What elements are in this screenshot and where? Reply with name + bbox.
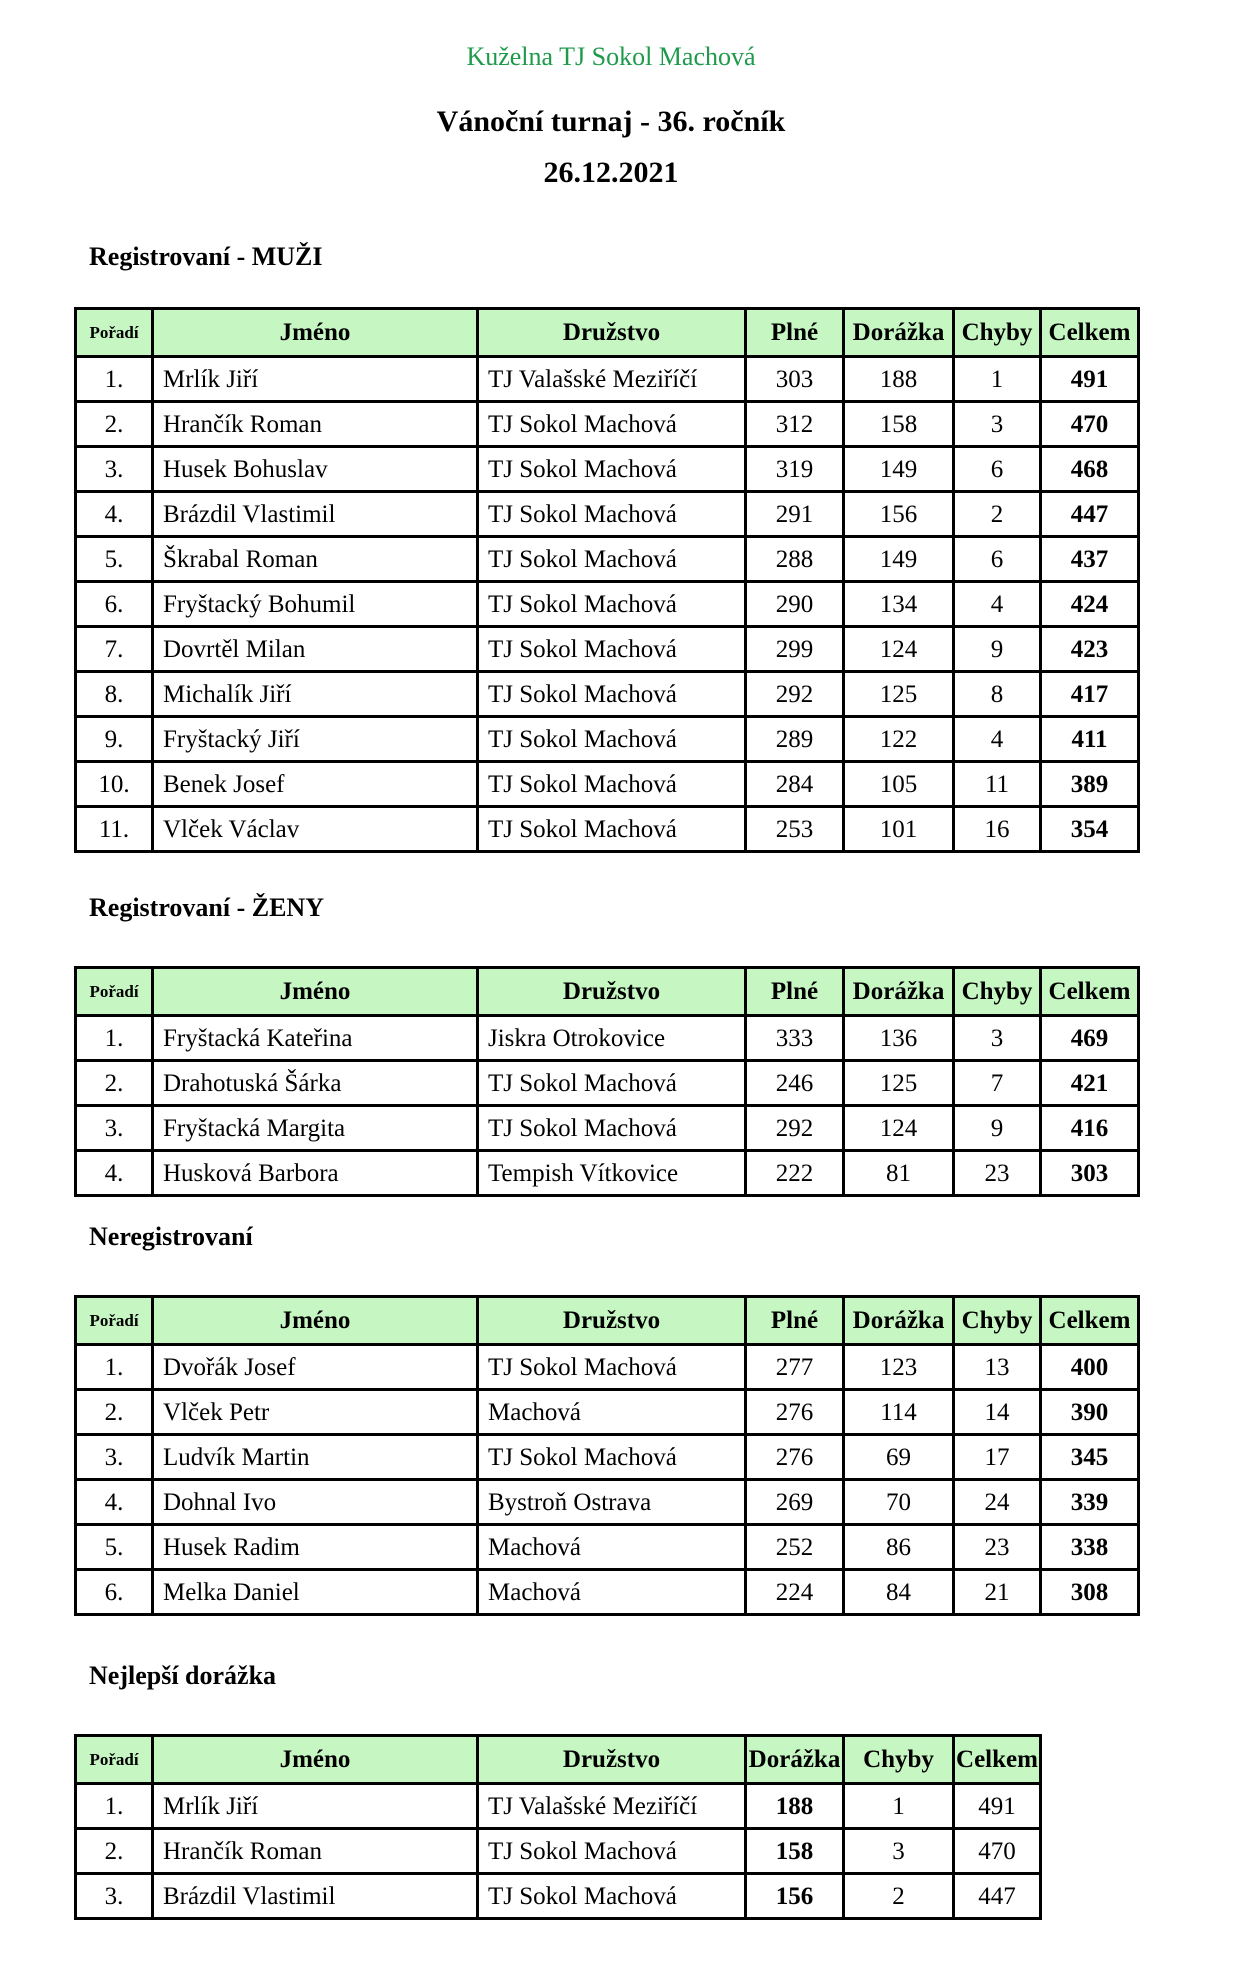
cell-clear: 105 xyxy=(844,762,954,807)
header-clear: Dorážka xyxy=(844,309,954,357)
cell-total: 345 xyxy=(1041,1435,1139,1480)
tournament-date: 26.12.2021 xyxy=(543,156,679,189)
cell-rank: 2. xyxy=(76,402,153,447)
table-row xyxy=(76,1435,1139,1480)
cell-rank: 7. xyxy=(76,627,153,672)
cell-name: Hrančík Roman xyxy=(153,402,478,447)
results-table-best-clear xyxy=(74,1734,1042,1920)
cell-rank: 3. xyxy=(76,1874,153,1919)
cell-errors: 23 xyxy=(954,1525,1041,1570)
header-errors: Chyby xyxy=(954,1297,1041,1345)
header-rank: Pořadí xyxy=(76,309,153,357)
cell-rank: 2. xyxy=(76,1390,153,1435)
results-table-men xyxy=(74,307,1140,853)
table-row xyxy=(76,1061,1139,1106)
cell-full: 292 xyxy=(746,672,844,717)
header-clear: Dorážka xyxy=(844,968,954,1016)
table-row xyxy=(76,1016,1139,1061)
cell-name: Brázdil Vlastimil xyxy=(153,1874,478,1919)
cell-rank: 4. xyxy=(76,492,153,537)
cell-team: TJ Sokol Machová xyxy=(478,1106,746,1151)
header-errors: Chyby xyxy=(954,309,1041,357)
table-row xyxy=(76,672,1139,717)
cell-full: 222 xyxy=(746,1151,844,1196)
cell-team: TJ Sokol Machová xyxy=(478,1829,746,1874)
cell-errors: 8 xyxy=(954,672,1041,717)
cell-total: 390 xyxy=(1041,1390,1139,1435)
cell-total: 437 xyxy=(1041,537,1139,582)
tournament-title: Vánoční turnaj - 36. ročník xyxy=(436,105,786,138)
table-row xyxy=(76,537,1139,582)
header-full: Plné xyxy=(746,968,844,1016)
cell-total: 491 xyxy=(954,1784,1041,1829)
cell-full: 319 xyxy=(746,447,844,492)
header-team: Družstvo xyxy=(478,309,746,357)
cell-team: TJ Sokol Machová xyxy=(478,672,746,717)
cell-team: TJ Sokol Machová xyxy=(478,762,746,807)
cell-clear: 86 xyxy=(844,1525,954,1570)
cell-team: TJ Sokol Machová xyxy=(478,537,746,582)
cell-team: TJ Sokol Machová xyxy=(478,582,746,627)
cell-clear: 134 xyxy=(844,582,954,627)
cell-rank: 10. xyxy=(76,762,153,807)
cell-full: 253 xyxy=(746,807,844,852)
cell-clear: 84 xyxy=(844,1570,954,1615)
header-name: Jméno xyxy=(153,1297,478,1345)
cell-rank: 2. xyxy=(76,1829,153,1874)
cell-name: Fryštacký Bohumil xyxy=(153,582,478,627)
cell-name: Mrlík Jiří xyxy=(153,1784,478,1829)
cell-full: 269 xyxy=(746,1480,844,1525)
cell-name: Škrabal Roman xyxy=(153,537,478,582)
cell-full: 276 xyxy=(746,1390,844,1435)
cell-name: Husková Barbora xyxy=(153,1151,478,1196)
header-errors: Chyby xyxy=(954,968,1041,1016)
cell-clear: 124 xyxy=(844,1106,954,1151)
cell-rank: 4. xyxy=(76,1480,153,1525)
cell-clear: 136 xyxy=(844,1016,954,1061)
cell-name: Dvořák Josef xyxy=(153,1345,478,1390)
cell-full: 276 xyxy=(746,1435,844,1480)
cell-name: Fryštacká Kateřina xyxy=(153,1016,478,1061)
table-row xyxy=(76,582,1139,627)
cell-rank: 2. xyxy=(76,1061,153,1106)
header-rank: Pořadí xyxy=(76,1736,153,1784)
cell-rank: 1. xyxy=(76,1016,153,1061)
cell-errors: 3 xyxy=(954,1016,1041,1061)
table-row xyxy=(76,1525,1139,1570)
cell-total: 400 xyxy=(1041,1345,1139,1390)
cell-errors: 14 xyxy=(954,1390,1041,1435)
cell-total: 417 xyxy=(1041,672,1139,717)
cell-name: Michalík Jiří xyxy=(153,672,478,717)
cell-errors: 1 xyxy=(954,357,1041,402)
cell-clear: 125 xyxy=(844,1061,954,1106)
results-table-women xyxy=(74,966,1140,1197)
table-row xyxy=(76,1874,1041,1919)
cell-name: Mrlík Jiří xyxy=(153,357,478,402)
cell-team: TJ Sokol Machová xyxy=(478,627,746,672)
cell-total: 303 xyxy=(1041,1151,1139,1196)
cell-rank: 11. xyxy=(76,807,153,852)
cell-clear: 188 xyxy=(844,357,954,402)
cell-full: 292 xyxy=(746,1106,844,1151)
cell-team: TJ Sokol Machová xyxy=(478,402,746,447)
table-row xyxy=(76,1345,1139,1390)
cell-full: 299 xyxy=(746,627,844,672)
cell-rank: 3. xyxy=(76,447,153,492)
cell-errors: 23 xyxy=(954,1151,1041,1196)
cell-errors: 17 xyxy=(954,1435,1041,1480)
cell-team: TJ Sokol Machová xyxy=(478,447,746,492)
table-row xyxy=(76,1784,1041,1829)
cell-errors: 3 xyxy=(954,402,1041,447)
cell-errors: 2 xyxy=(954,492,1041,537)
cell-rank: 5. xyxy=(76,1525,153,1570)
cell-team: Bystroň Ostrava xyxy=(478,1480,746,1525)
cell-total: 411 xyxy=(1041,717,1139,762)
cell-name: Ludvík Martin xyxy=(153,1435,478,1480)
section-heading-men: Registrovaní - MUŽI xyxy=(89,242,323,271)
cell-team: Jiskra Otrokovice xyxy=(478,1016,746,1061)
results-table-unregistered xyxy=(74,1295,1140,1616)
cell-rank: 9. xyxy=(76,717,153,762)
table-row xyxy=(76,447,1139,492)
cell-total: 447 xyxy=(954,1874,1041,1919)
cell-errors: 11 xyxy=(954,762,1041,807)
cell-errors: 2 xyxy=(844,1874,954,1919)
table-row xyxy=(76,357,1139,402)
cell-total: 339 xyxy=(1041,1480,1139,1525)
cell-clear: 188 xyxy=(746,1784,844,1829)
table-row xyxy=(76,1480,1139,1525)
cell-clear: 81 xyxy=(844,1151,954,1196)
cell-total: 338 xyxy=(1041,1525,1139,1570)
cell-name: Fryštacký Jiří xyxy=(153,717,478,762)
header-total: Celkem xyxy=(1041,1297,1139,1345)
cell-team: Machová xyxy=(478,1570,746,1615)
table-row xyxy=(76,1151,1139,1196)
table-row xyxy=(76,1829,1041,1874)
header-rank: Pořadí xyxy=(76,1297,153,1345)
header-errors: Chyby xyxy=(844,1736,954,1784)
cell-total: 354 xyxy=(1041,807,1139,852)
cell-total: 468 xyxy=(1041,447,1139,492)
cell-full: 291 xyxy=(746,492,844,537)
cell-name: Fryštacká Margita xyxy=(153,1106,478,1151)
cell-total: 421 xyxy=(1041,1061,1139,1106)
cell-name: Benek Josef xyxy=(153,762,478,807)
cell-name: Melka Daniel xyxy=(153,1570,478,1615)
cell-rank: 3. xyxy=(76,1435,153,1480)
cell-rank: 3. xyxy=(76,1106,153,1151)
cell-errors: 6 xyxy=(954,537,1041,582)
table-row xyxy=(76,402,1139,447)
cell-rank: 4. xyxy=(76,1151,153,1196)
cell-clear: 122 xyxy=(844,717,954,762)
cell-full: 312 xyxy=(746,402,844,447)
cell-name: Vlček Petr xyxy=(153,1390,478,1435)
header-team: Družstvo xyxy=(478,1736,746,1784)
header-clear: Dorážka xyxy=(844,1297,954,1345)
header-full: Plné xyxy=(746,309,844,357)
header-name: Jméno xyxy=(153,309,478,357)
table-row xyxy=(76,807,1139,852)
cell-clear: 149 xyxy=(844,537,954,582)
cell-total: 447 xyxy=(1041,492,1139,537)
cell-team: TJ Sokol Machová xyxy=(478,1061,746,1106)
cell-team: TJ Sokol Machová xyxy=(478,807,746,852)
cell-team: Tempish Vítkovice xyxy=(478,1151,746,1196)
cell-full: 252 xyxy=(746,1525,844,1570)
cell-team: TJ Sokol Machová xyxy=(478,1874,746,1919)
cell-errors: 13 xyxy=(954,1345,1041,1390)
cell-name: Vlček Václav xyxy=(153,807,478,852)
cell-team: TJ Sokol Machová xyxy=(478,717,746,762)
cell-rank: 6. xyxy=(76,1570,153,1615)
cell-errors: 4 xyxy=(954,582,1041,627)
cell-name: Dohnal Ivo xyxy=(153,1480,478,1525)
cell-name: Husek Radim xyxy=(153,1525,478,1570)
cell-clear: 156 xyxy=(746,1874,844,1919)
cell-rank: 6. xyxy=(76,582,153,627)
header-team: Družstvo xyxy=(478,968,746,1016)
cell-total: 424 xyxy=(1041,582,1139,627)
header-rank: Pořadí xyxy=(76,968,153,1016)
section-heading-unregistered: Neregistrovaní xyxy=(89,1222,253,1251)
cell-rank: 1. xyxy=(76,357,153,402)
table-row xyxy=(76,1106,1139,1151)
cell-full: 277 xyxy=(746,1345,844,1390)
cell-clear: 158 xyxy=(844,402,954,447)
header-clear: Dorážka xyxy=(746,1736,844,1784)
cell-total: 423 xyxy=(1041,627,1139,672)
club-name: Kuželna TJ Sokol Machová xyxy=(466,42,756,71)
cell-clear: 70 xyxy=(844,1480,954,1525)
cell-team: TJ Sokol Machová xyxy=(478,1345,746,1390)
section-heading-women: Registrovaní - ŽENY xyxy=(89,893,324,922)
cell-full: 289 xyxy=(746,717,844,762)
cell-full: 290 xyxy=(746,582,844,627)
cell-errors: 6 xyxy=(954,447,1041,492)
cell-team: Machová xyxy=(478,1390,746,1435)
table-row xyxy=(76,717,1139,762)
section-heading-best-clear: Nejlepší dorážka xyxy=(89,1661,277,1690)
cell-clear: 149 xyxy=(844,447,954,492)
cell-total: 416 xyxy=(1041,1106,1139,1151)
cell-team: TJ Sokol Machová xyxy=(478,492,746,537)
header-total: Celkem xyxy=(1041,968,1139,1016)
cell-errors: 24 xyxy=(954,1480,1041,1525)
cell-name: Dovrtěl Milan xyxy=(153,627,478,672)
cell-errors: 3 xyxy=(844,1829,954,1874)
cell-team: TJ Valašské Meziříčí xyxy=(478,1784,746,1829)
cell-errors: 9 xyxy=(954,1106,1041,1151)
cell-rank: 5. xyxy=(76,537,153,582)
cell-clear: 123 xyxy=(844,1345,954,1390)
cell-full: 303 xyxy=(746,357,844,402)
table-row xyxy=(76,762,1139,807)
cell-rank: 1. xyxy=(76,1784,153,1829)
cell-clear: 158 xyxy=(746,1829,844,1874)
cell-total: 470 xyxy=(954,1829,1041,1874)
table-row xyxy=(76,627,1139,672)
table-row xyxy=(76,1570,1139,1615)
table-row xyxy=(76,492,1139,537)
cell-team: Machová xyxy=(478,1525,746,1570)
cell-full: 284 xyxy=(746,762,844,807)
cell-errors: 7 xyxy=(954,1061,1041,1106)
cell-rank: 8. xyxy=(76,672,153,717)
cell-clear: 125 xyxy=(844,672,954,717)
cell-name: Hrančík Roman xyxy=(153,1829,478,1874)
cell-errors: 16 xyxy=(954,807,1041,852)
cell-full: 333 xyxy=(746,1016,844,1061)
cell-total: 491 xyxy=(1041,357,1139,402)
table-row xyxy=(76,1390,1139,1435)
cell-clear: 114 xyxy=(844,1390,954,1435)
cell-errors: 4 xyxy=(954,717,1041,762)
cell-full: 224 xyxy=(746,1570,844,1615)
cell-name: Drahotuská Šárka xyxy=(153,1061,478,1106)
cell-total: 308 xyxy=(1041,1570,1139,1615)
cell-rank: 1. xyxy=(76,1345,153,1390)
header-full: Plné xyxy=(746,1297,844,1345)
cell-clear: 69 xyxy=(844,1435,954,1480)
cell-total: 389 xyxy=(1041,762,1139,807)
cell-total: 470 xyxy=(1041,402,1139,447)
cell-clear: 156 xyxy=(844,492,954,537)
cell-full: 246 xyxy=(746,1061,844,1106)
header-team: Družstvo xyxy=(478,1297,746,1345)
cell-team: TJ Sokol Machová xyxy=(478,1435,746,1480)
cell-total: 469 xyxy=(1041,1016,1139,1061)
cell-name: Brázdil Vlastimil xyxy=(153,492,478,537)
cell-name: Husek Bohuslav xyxy=(153,447,478,492)
header-name: Jméno xyxy=(153,968,478,1016)
cell-team: TJ Valašské Meziříčí xyxy=(478,357,746,402)
header-name: Jméno xyxy=(153,1736,478,1784)
cell-errors: 1 xyxy=(844,1784,954,1829)
header-total: Celkem xyxy=(1041,309,1139,357)
cell-full: 288 xyxy=(746,537,844,582)
header-total: Celkem xyxy=(954,1736,1041,1784)
cell-clear: 101 xyxy=(844,807,954,852)
cell-clear: 124 xyxy=(844,627,954,672)
cell-errors: 9 xyxy=(954,627,1041,672)
cell-errors: 21 xyxy=(954,1570,1041,1615)
